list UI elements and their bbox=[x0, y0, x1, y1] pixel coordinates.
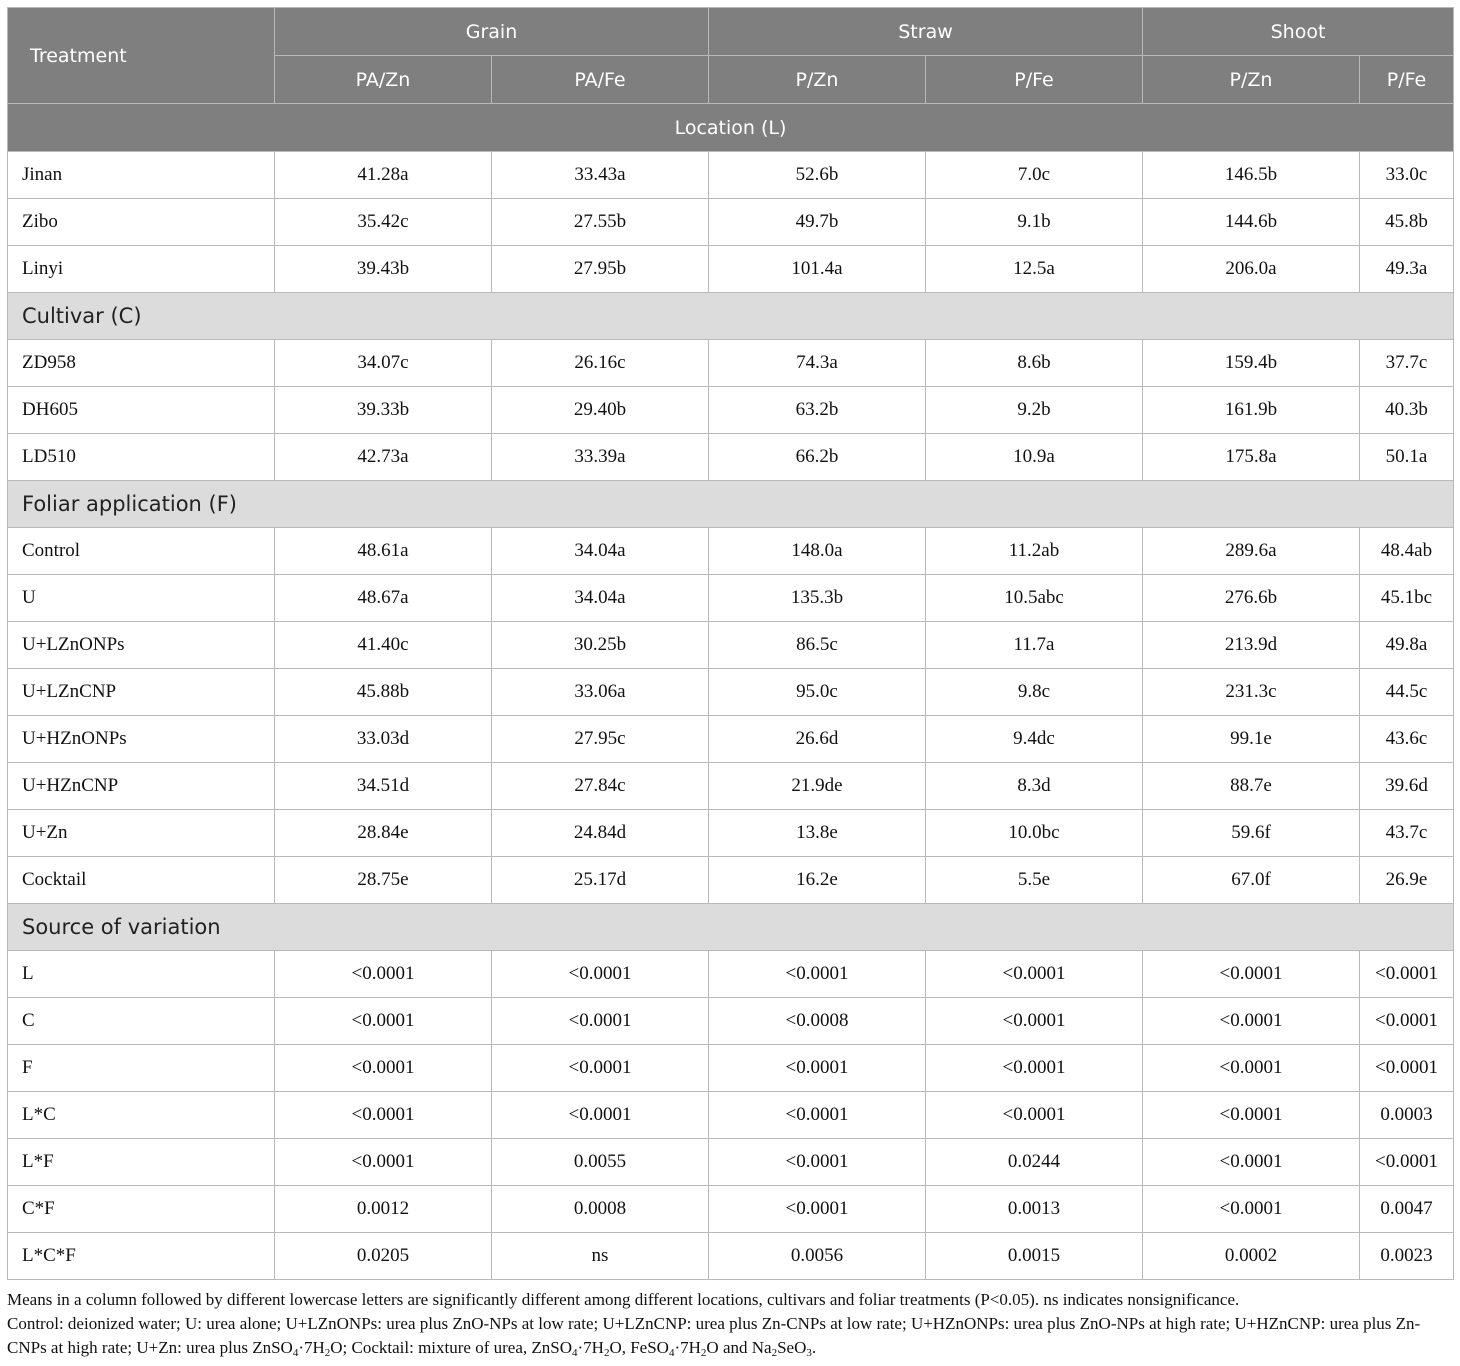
table-cell: <0.0001 bbox=[709, 1139, 926, 1186]
row-label: ZD958 bbox=[8, 340, 275, 387]
table-cell: 39.6d bbox=[1360, 763, 1454, 810]
table-cell: 10.9a bbox=[926, 434, 1143, 481]
table-cell: 0.0012 bbox=[275, 1186, 492, 1233]
table-cell: <0.0001 bbox=[709, 951, 926, 998]
table-cell: 0.0244 bbox=[926, 1139, 1143, 1186]
footnote-significance: Means in a column followed by different lowercase letters are significantly different among different locations, cultivars and foliar treatments (P<0.05). ns indicates nonsignificance. bbox=[7, 1290, 1240, 1309]
row-label: DH605 bbox=[8, 387, 275, 434]
table-cell: 49.8a bbox=[1360, 622, 1454, 669]
table-cell: 0.0023 bbox=[1360, 1233, 1454, 1280]
table-cell: <0.0001 bbox=[709, 1045, 926, 1092]
row-label: L*C*F bbox=[8, 1233, 275, 1280]
header-group-shoot: Shoot bbox=[1143, 8, 1454, 56]
table-cell: 34.04a bbox=[492, 528, 709, 575]
table-footnotes bbox=[7, 1288, 1453, 1360]
table-cell: 44.5c bbox=[1360, 669, 1454, 716]
table-cell: <0.0001 bbox=[926, 998, 1143, 1045]
footnote-abbreviations: Control: deionized water; U: urea alone; U+LZnONPs: urea plus ZnO-NPs at low rate; U+LZnCNP: urea plus Zn-CNPs at low rate; U+HZnONPs: urea plus ZnO-NPs at high rate; U+HZnCNP: urea plus Zn-CNPs at high rate; U+Zn: urea plus $ZnSO_4\cdot 7H_2O$; Cocktail: mixture of urea, $ZnSO_4\cdot 7H_2O$, $FeSO_4\cdot 7H_2O$ and $Na_2SeO_3$. bbox=[7, 1314, 1421, 1359]
table-cell: 159.4b bbox=[1143, 340, 1360, 387]
header-subcol: P/Fe bbox=[1360, 56, 1454, 104]
table-cell: 9.2b bbox=[926, 387, 1143, 434]
section-label: Source of variation bbox=[8, 904, 1454, 951]
table-cell: 33.39a bbox=[492, 434, 709, 481]
table-cell: 27.95b bbox=[492, 246, 709, 293]
table-cell: 43.7c bbox=[1360, 810, 1454, 857]
table-cell: <0.0001 bbox=[1143, 1045, 1360, 1092]
table-cell: 48.4ab bbox=[1360, 528, 1454, 575]
table-cell: 9.1b bbox=[926, 199, 1143, 246]
table-cell: 37.7c bbox=[1360, 340, 1454, 387]
row-label: U+HZnCNP bbox=[8, 763, 275, 810]
table-cell: 27.84c bbox=[492, 763, 709, 810]
row-label: C*F bbox=[8, 1186, 275, 1233]
table-cell: <0.0001 bbox=[926, 1045, 1143, 1092]
table-row bbox=[8, 1139, 1454, 1186]
table-cell: <0.0001 bbox=[1143, 1139, 1360, 1186]
row-label: U+Zn bbox=[8, 810, 275, 857]
table-cell: 8.3d bbox=[926, 763, 1143, 810]
row-label: U bbox=[8, 575, 275, 622]
table-cell: 45.88b bbox=[275, 669, 492, 716]
table-cell: 52.6b bbox=[709, 152, 926, 199]
table-cell: 26.16c bbox=[492, 340, 709, 387]
table-cell: 213.9d bbox=[1143, 622, 1360, 669]
table-row bbox=[8, 1045, 1454, 1092]
row-label: L*C bbox=[8, 1092, 275, 1139]
header-subcol: P/Fe bbox=[926, 56, 1143, 104]
table-cell: 0.0002 bbox=[1143, 1233, 1360, 1280]
table-cell: 33.06a bbox=[492, 669, 709, 716]
table-cell: 10.5abc bbox=[926, 575, 1143, 622]
row-label: U+HZnONPs bbox=[8, 716, 275, 763]
row-label: LD510 bbox=[8, 434, 275, 481]
table-row bbox=[8, 716, 1454, 763]
table-cell: 41.40c bbox=[275, 622, 492, 669]
table-row bbox=[8, 1092, 1454, 1139]
table-cell: 276.6b bbox=[1143, 575, 1360, 622]
table-cell: <0.0001 bbox=[709, 1092, 926, 1139]
table-cell: <0.0001 bbox=[492, 951, 709, 998]
table-cell: 0.0055 bbox=[492, 1139, 709, 1186]
table-cell: 74.3a bbox=[709, 340, 926, 387]
table-cell: 48.67a bbox=[275, 575, 492, 622]
table-cell: 0.0015 bbox=[926, 1233, 1143, 1280]
table-cell: 0.0008 bbox=[492, 1186, 709, 1233]
table-cell: 146.5b bbox=[1143, 152, 1360, 199]
table-cell: 27.55b bbox=[492, 199, 709, 246]
table-cell: 29.40b bbox=[492, 387, 709, 434]
row-label: Linyi bbox=[8, 246, 275, 293]
row-label: C bbox=[8, 998, 275, 1045]
table-cell: 39.33b bbox=[275, 387, 492, 434]
table-cell: 144.6b bbox=[1143, 199, 1360, 246]
table-container bbox=[7, 7, 1453, 1360]
table-cell: 35.42c bbox=[275, 199, 492, 246]
section-location-header: Location (L) bbox=[8, 104, 1454, 152]
table-cell: 33.0c bbox=[1360, 152, 1454, 199]
table-cell: 28.84e bbox=[275, 810, 492, 857]
table-cell: 161.9b bbox=[1143, 387, 1360, 434]
table-row bbox=[8, 669, 1454, 716]
table-cell: 28.75e bbox=[275, 857, 492, 904]
table-row bbox=[8, 528, 1454, 575]
table-cell: 86.5c bbox=[709, 622, 926, 669]
header-treatment: Treatment bbox=[8, 8, 275, 104]
table-row bbox=[8, 199, 1454, 246]
table-row bbox=[8, 246, 1454, 293]
table-cell: 45.8b bbox=[1360, 199, 1454, 246]
table-cell: 49.3a bbox=[1360, 246, 1454, 293]
table-cell: 231.3c bbox=[1143, 669, 1360, 716]
table-cell: 33.03d bbox=[275, 716, 492, 763]
table-cell: 9.4dc bbox=[926, 716, 1143, 763]
table-cell: 24.84d bbox=[492, 810, 709, 857]
table-cell: 11.7a bbox=[926, 622, 1143, 669]
table-cell: 0.0056 bbox=[709, 1233, 926, 1280]
table-cell: <0.0001 bbox=[1143, 1092, 1360, 1139]
table-cell: 135.3b bbox=[709, 575, 926, 622]
table-cell: <0.0001 bbox=[1143, 1186, 1360, 1233]
row-label: L*F bbox=[8, 1139, 275, 1186]
table-cell: <0.0001 bbox=[275, 1045, 492, 1092]
table-cell: <0.0008 bbox=[709, 998, 926, 1045]
table-row bbox=[8, 763, 1454, 810]
table-cell: 0.0205 bbox=[275, 1233, 492, 1280]
header-subcol: PA/Fe bbox=[492, 56, 709, 104]
table-cell: 41.28a bbox=[275, 152, 492, 199]
table-cell: 66.2b bbox=[709, 434, 926, 481]
table-row bbox=[8, 1186, 1454, 1233]
table-cell: <0.0001 bbox=[1143, 998, 1360, 1045]
table-cell: 50.1a bbox=[1360, 434, 1454, 481]
table-cell: 11.2ab bbox=[926, 528, 1143, 575]
row-label: Jinan bbox=[8, 152, 275, 199]
table-cell: 175.8a bbox=[1143, 434, 1360, 481]
row-label: Zibo bbox=[8, 199, 275, 246]
table-cell: 67.0f bbox=[1143, 857, 1360, 904]
table-cell: <0.0001 bbox=[1360, 951, 1454, 998]
table-cell: <0.0001 bbox=[1360, 1139, 1454, 1186]
table-row bbox=[8, 1233, 1454, 1280]
section-header-row bbox=[8, 481, 1454, 528]
header-group-straw: Straw bbox=[709, 8, 1143, 56]
header-subcol: P/Zn bbox=[709, 56, 926, 104]
table-cell: 27.95c bbox=[492, 716, 709, 763]
table-cell: 5.5e bbox=[926, 857, 1143, 904]
table-cell: 206.0a bbox=[1143, 246, 1360, 293]
table-cell: <0.0001 bbox=[492, 1092, 709, 1139]
table-cell: 26.9e bbox=[1360, 857, 1454, 904]
table-cell: 0.0013 bbox=[926, 1186, 1143, 1233]
table-cell: <0.0001 bbox=[1360, 998, 1454, 1045]
row-label: U+LZnCNP bbox=[8, 669, 275, 716]
section-label: Cultivar (C) bbox=[8, 293, 1454, 340]
table-cell: 0.0003 bbox=[1360, 1092, 1454, 1139]
table-cell: <0.0001 bbox=[926, 951, 1143, 998]
table-cell: <0.0001 bbox=[709, 1186, 926, 1233]
header-group-grain: Grain bbox=[275, 8, 709, 56]
table-cell: <0.0001 bbox=[1360, 1045, 1454, 1092]
row-label: L bbox=[8, 951, 275, 998]
table-cell: 48.61a bbox=[275, 528, 492, 575]
table-row bbox=[8, 857, 1454, 904]
table-row bbox=[8, 387, 1454, 434]
table-cell: 10.0bc bbox=[926, 810, 1143, 857]
table-cell: 12.5a bbox=[926, 246, 1143, 293]
header-subcol: PA/Zn bbox=[275, 56, 492, 104]
table-cell: <0.0001 bbox=[492, 1045, 709, 1092]
table-row bbox=[8, 575, 1454, 622]
table-cell: 289.6a bbox=[1143, 528, 1360, 575]
table-cell: 49.7b bbox=[709, 199, 926, 246]
table-cell: 33.43a bbox=[492, 152, 709, 199]
table-cell: 88.7e bbox=[1143, 763, 1360, 810]
table-row bbox=[8, 152, 1454, 199]
table-row bbox=[8, 622, 1454, 669]
table-cell: 99.1e bbox=[1143, 716, 1360, 763]
table-cell: 63.2b bbox=[709, 387, 926, 434]
table-cell: 40.3b bbox=[1360, 387, 1454, 434]
table-cell: 21.9de bbox=[709, 763, 926, 810]
row-label: F bbox=[8, 1045, 275, 1092]
table-row bbox=[8, 951, 1454, 998]
table-cell: 59.6f bbox=[1143, 810, 1360, 857]
table-cell: 9.8c bbox=[926, 669, 1143, 716]
table-cell: 8.6b bbox=[926, 340, 1143, 387]
table-cell: 34.51d bbox=[275, 763, 492, 810]
table-cell: 43.6c bbox=[1360, 716, 1454, 763]
table-cell: 0.0047 bbox=[1360, 1186, 1454, 1233]
table-cell: 148.0a bbox=[709, 528, 926, 575]
table-cell: 30.25b bbox=[492, 622, 709, 669]
table-cell: <0.0001 bbox=[926, 1092, 1143, 1139]
data-table bbox=[7, 7, 1454, 1280]
table-cell: <0.0001 bbox=[1143, 951, 1360, 998]
table-row bbox=[8, 998, 1454, 1045]
table-cell: <0.0001 bbox=[275, 1139, 492, 1186]
table-cell: 39.43b bbox=[275, 246, 492, 293]
row-label: Control bbox=[8, 528, 275, 575]
row-label: Cocktail bbox=[8, 857, 275, 904]
table-body bbox=[8, 152, 1454, 1280]
header-subcol: P/Zn bbox=[1143, 56, 1360, 104]
table-cell: 42.73a bbox=[275, 434, 492, 481]
table-row bbox=[8, 434, 1454, 481]
table-cell: 13.8e bbox=[709, 810, 926, 857]
table-cell: 45.1bc bbox=[1360, 575, 1454, 622]
table-cell: <0.0001 bbox=[275, 998, 492, 1045]
table-row bbox=[8, 810, 1454, 857]
table-cell: 25.17d bbox=[492, 857, 709, 904]
table-cell: 7.0c bbox=[926, 152, 1143, 199]
table-cell: 26.6d bbox=[709, 716, 926, 763]
table-row bbox=[8, 340, 1454, 387]
table-cell: <0.0001 bbox=[492, 998, 709, 1045]
table-cell: <0.0001 bbox=[275, 1092, 492, 1139]
table-cell: 95.0c bbox=[709, 669, 926, 716]
section-header-row bbox=[8, 904, 1454, 951]
section-header-row bbox=[8, 293, 1454, 340]
table-cell: ns bbox=[492, 1233, 709, 1280]
section-label: Foliar application (F) bbox=[8, 481, 1454, 528]
table-cell: 34.07c bbox=[275, 340, 492, 387]
table-cell: <0.0001 bbox=[275, 951, 492, 998]
row-label: U+LZnONPs bbox=[8, 622, 275, 669]
table-cell: 34.04a bbox=[492, 575, 709, 622]
table-cell: 16.2e bbox=[709, 857, 926, 904]
table-cell: 101.4a bbox=[709, 246, 926, 293]
